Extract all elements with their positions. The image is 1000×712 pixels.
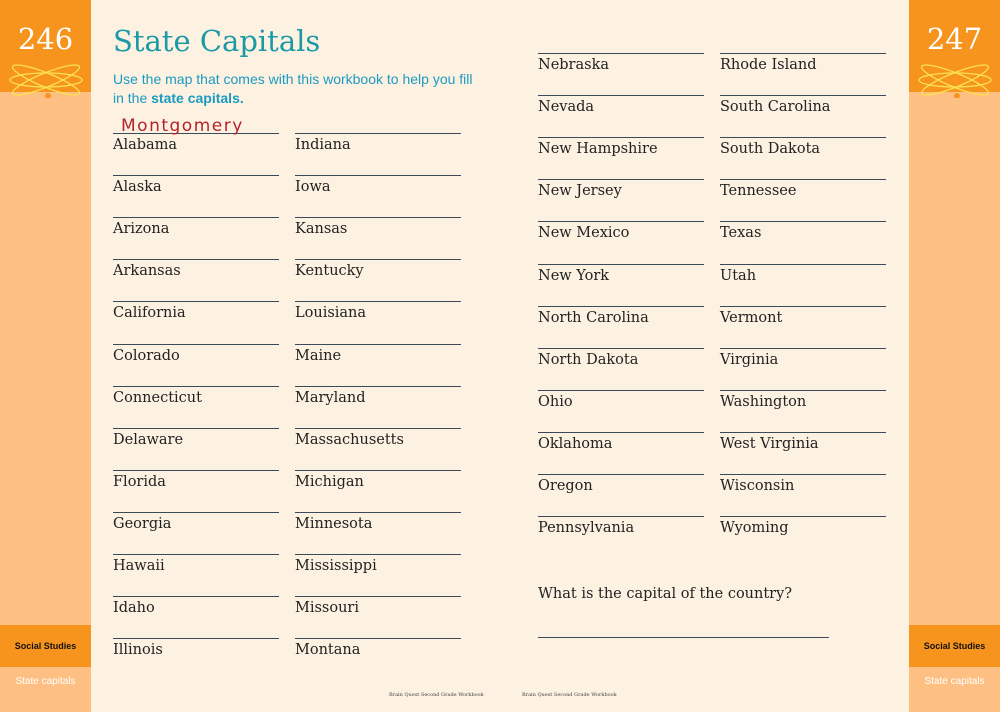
state-name: Alaska <box>113 179 162 196</box>
state-entry <box>113 428 279 448</box>
state-entry <box>295 386 461 406</box>
answer-line[interactable] <box>720 348 886 349</box>
page-number: 247 <box>926 22 983 56</box>
state-entry <box>538 432 704 452</box>
answer-line[interactable] <box>538 137 704 138</box>
state-name: Utah <box>720 267 757 284</box>
answer-line[interactable] <box>113 638 279 639</box>
state-name: Iowa <box>295 179 331 196</box>
answer-line[interactable] <box>538 474 704 475</box>
answer-line[interactable] <box>113 596 279 597</box>
state-name: New York <box>538 267 610 284</box>
answer-line[interactable] <box>295 217 461 218</box>
state-name: Kansas <box>295 221 348 238</box>
state-entry <box>295 344 461 364</box>
state-entry <box>538 179 704 199</box>
state-entry <box>295 428 461 448</box>
state-name: Indiana <box>295 137 351 153</box>
answer-line[interactable] <box>720 137 886 138</box>
state-entry <box>720 348 886 368</box>
state-name: Arkansas <box>113 263 181 280</box>
answer-line[interactable] <box>295 344 461 345</box>
state-name: Washington <box>720 393 807 410</box>
answer-line[interactable] <box>538 432 704 433</box>
answer-line[interactable] <box>113 175 279 176</box>
state-entry <box>295 259 461 279</box>
state-name: Michigan <box>295 473 364 490</box>
state-name: South Dakota <box>720 141 821 158</box>
answer-line[interactable] <box>295 301 461 302</box>
answer-line[interactable] <box>538 306 704 307</box>
state-entry <box>720 390 886 410</box>
state-name: Mississippi <box>295 558 377 574</box>
state-name: Tennessee <box>720 183 797 200</box>
answer-line[interactable] <box>113 259 279 260</box>
answer-line[interactable] <box>113 217 279 218</box>
state-name: Nevada <box>538 99 595 116</box>
state-entry <box>113 301 279 321</box>
state-entry <box>295 217 461 237</box>
answer-line[interactable] <box>295 259 461 260</box>
state-name: Missouri <box>295 600 360 617</box>
state-entry <box>538 264 704 284</box>
atom-icon <box>7 58 85 98</box>
state-entry <box>113 133 279 153</box>
state-name: Maine <box>295 347 342 364</box>
page-number: 246 <box>17 22 74 56</box>
state-name: New Hampshire <box>538 141 658 158</box>
state-name: Virginia <box>720 351 779 368</box>
state-entry <box>720 137 886 157</box>
state-entry <box>113 554 279 574</box>
answer-line[interactable] <box>538 53 704 54</box>
state-name: Delaware <box>113 431 184 448</box>
instructions-text: Use the map that comes with this workbook to help you fill in the <box>113 71 473 106</box>
state-entry <box>295 470 461 490</box>
state-name: Kentucky <box>295 263 364 280</box>
state-name: New Jersey <box>538 183 622 200</box>
answer-line[interactable] <box>720 516 886 517</box>
answer-line[interactable] <box>720 221 886 222</box>
answer-line[interactable] <box>113 554 279 555</box>
state-entry <box>295 554 461 574</box>
state-name: Arizona <box>113 221 170 238</box>
subject-label: Social Studies <box>0 625 91 667</box>
country-capital-question: What is the capital of the country? <box>538 586 793 602</box>
state-entry <box>295 512 461 532</box>
answer-line[interactable] <box>295 470 461 471</box>
state-entry <box>113 596 279 616</box>
state-entry <box>538 53 704 73</box>
page-number-box <box>909 0 1000 92</box>
answer-line[interactable] <box>538 264 704 265</box>
topic-label: State capitals <box>15 676 76 687</box>
state-name: South Carolina <box>720 99 831 116</box>
state-name: Idaho <box>113 600 155 617</box>
state-name: Rhode Island <box>720 57 817 73</box>
state-entry <box>538 306 704 326</box>
instructions-bold: state capitals. <box>151 90 244 106</box>
state-name: Montana <box>295 642 361 659</box>
answer-line[interactable] <box>295 428 461 429</box>
state-entry <box>295 301 461 321</box>
state-entry <box>295 175 461 195</box>
answer-line[interactable] <box>720 95 886 96</box>
state-entry <box>720 264 886 284</box>
state-entry <box>720 221 886 241</box>
state-entry <box>720 432 886 452</box>
footer-right: Brain Quest Second Grade Workbook <box>522 692 617 698</box>
state-name: Louisiana <box>295 305 367 322</box>
state-entry <box>538 221 704 241</box>
answer-line[interactable] <box>113 470 279 471</box>
state-name: Minnesota <box>295 515 373 532</box>
answer-line[interactable] <box>720 390 886 391</box>
state-name: Georgia <box>113 515 172 532</box>
state-entry <box>720 95 886 115</box>
answer-line[interactable] <box>720 474 886 475</box>
answer-line[interactable] <box>720 432 886 433</box>
state-name: Ohio <box>538 393 573 410</box>
state-entry <box>720 516 886 536</box>
state-entry <box>720 179 886 199</box>
state-entry <box>113 638 279 658</box>
answer-line[interactable] <box>538 516 704 517</box>
atom-icon <box>916 58 994 98</box>
right-sidebar <box>909 0 1000 712</box>
state-entry <box>113 512 279 532</box>
topic-label: State capitals <box>924 676 985 687</box>
state-name: Colorado <box>113 347 180 364</box>
state-entry <box>538 95 704 115</box>
answer-line[interactable] <box>720 264 886 265</box>
state-entry <box>295 133 461 153</box>
state-name: North Dakota <box>538 351 639 368</box>
answer-line[interactable] <box>113 386 279 387</box>
state-name: West Virginia <box>720 435 819 452</box>
state-name: Oregon <box>538 478 593 494</box>
state-name: New Mexico <box>538 225 630 242</box>
state-name: Massachusetts <box>295 431 404 448</box>
left-sidebar <box>0 0 91 712</box>
state-name: North Carolina <box>538 309 649 326</box>
state-entry <box>538 516 704 536</box>
answer-line[interactable] <box>113 428 279 429</box>
state-name: Oklahoma <box>538 435 613 452</box>
answer-line[interactable] <box>113 344 279 345</box>
page-title: State Capitals <box>113 24 321 58</box>
answer-line[interactable] <box>295 554 461 555</box>
state-name: Wisconsin <box>720 478 795 494</box>
state-name: Vermont <box>720 309 783 326</box>
answer-line[interactable] <box>538 95 704 96</box>
answer-line[interactable] <box>538 221 704 222</box>
state-name: California <box>113 305 186 322</box>
state-entry <box>538 390 704 410</box>
state-name: Pennsylvania <box>538 520 635 537</box>
state-entry <box>113 470 279 490</box>
state-entry <box>538 137 704 157</box>
state-name: Texas <box>720 225 762 242</box>
answer-line[interactable] <box>113 301 279 302</box>
state-name: Connecticut <box>113 389 202 406</box>
subject-label: Social Studies <box>909 625 1000 667</box>
state-name: Illinois <box>113 642 163 659</box>
answer-line[interactable] <box>113 512 279 513</box>
state-entry <box>113 175 279 195</box>
state-entry <box>113 217 279 237</box>
answer-line[interactable] <box>295 386 461 387</box>
state-name: Nebraska <box>538 57 609 73</box>
state-entry <box>538 348 704 368</box>
footer-left: Brain Quest Second Grade Workbook <box>389 692 484 698</box>
state-entry <box>113 259 279 279</box>
state-entry <box>538 474 704 494</box>
state-name: Hawaii <box>113 558 165 574</box>
answer-line[interactable] <box>295 133 461 134</box>
state-entry <box>720 306 886 326</box>
instructions <box>113 70 473 108</box>
answer-line[interactable] <box>538 348 704 349</box>
country-capital-answer-line[interactable] <box>538 637 829 638</box>
state-name: Maryland <box>295 389 366 406</box>
answer-line[interactable] <box>295 175 461 176</box>
answer-line[interactable] <box>538 390 704 391</box>
state-name: Wyoming <box>720 520 789 537</box>
state-entry <box>113 386 279 406</box>
answer-line[interactable] <box>538 179 704 180</box>
state-entry <box>295 638 461 658</box>
answer-line[interactable] <box>720 53 886 54</box>
answer-line[interactable] <box>295 596 461 597</box>
state-name: Alabama <box>113 137 178 153</box>
page-number-box <box>0 0 91 92</box>
state-entry <box>720 53 886 73</box>
state-name: Florida <box>113 473 166 490</box>
answer-line[interactable] <box>295 638 461 639</box>
answer-line[interactable] <box>295 512 461 513</box>
state-entry <box>295 596 461 616</box>
answer-line[interactable] <box>720 306 886 307</box>
state-entry <box>720 474 886 494</box>
example-answer: Montgomery <box>121 116 244 136</box>
answer-line[interactable] <box>720 179 886 180</box>
state-entry <box>113 344 279 364</box>
